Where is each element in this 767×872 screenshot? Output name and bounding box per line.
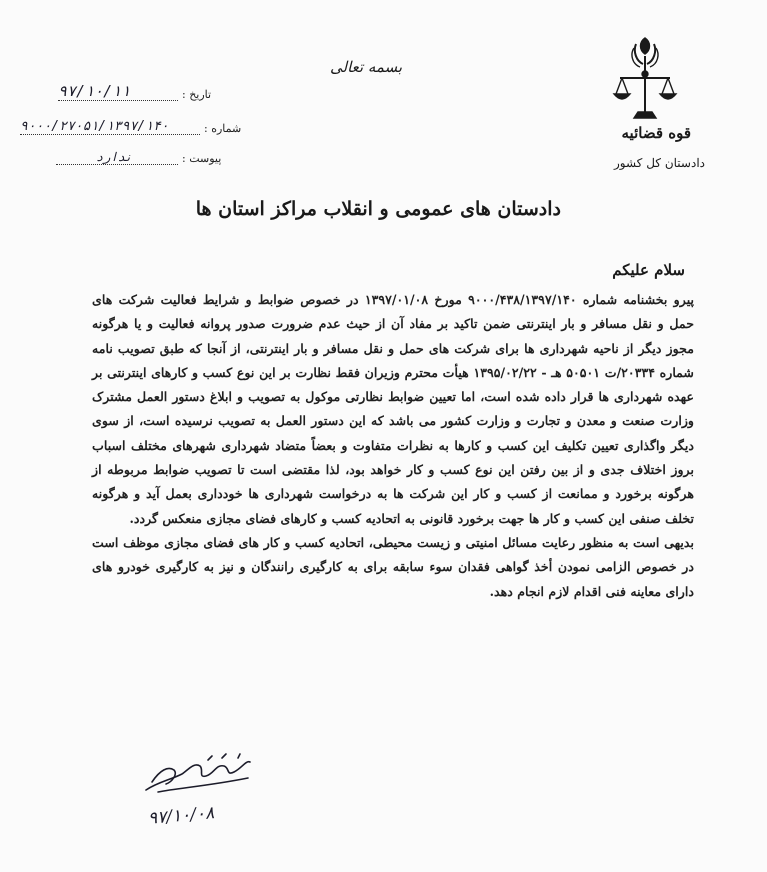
attachment-value: ندارد (96, 150, 133, 164)
number-label: شماره : (204, 122, 242, 135)
attachment-label: پیوست : (182, 152, 222, 165)
date-row (58, 82, 212, 101)
organization-name: قوه قضائیه (621, 124, 691, 142)
greeting: سلام علیکم (612, 261, 685, 279)
number-value: ۹۰۰۰/۲۷۰۵۱/۱۳۹۷/۱۴۰ (20, 119, 169, 134)
letter-body (92, 288, 694, 604)
organization-subtitle: دادستان کل کشور (613, 156, 705, 170)
date-label: تاریخ : (182, 88, 212, 101)
paragraph: پیرو بخشنامه شماره ۹۰۰۰/۴۳۸/۱۳۹۷/۱۴۰ مورخ ۱۳۹۷/۰۱/۰۸ در خصوص ضوابط و شرایط فعالیت شرکت های حمل و نقل مسافر و بار اینترنتی ضمن تاکید بر مفاد آن از حیث عدم ضرورت صدور پروانه فعالیت و یا هرگونه مجوز دیگر از ناحیه شهرداری ها برای شرکت های حمل و نقل مسافر و بار اینترنتی، از آنجا که طبق تصویب نامه شماره ۲۰۳۳۴/ت ۵۰۵۰۱ هـ - ۱۳۹۵/۰۲/۲۲ هیأت محترم وزیران فقط نظارت بر این نوع کسب و کارهای اینترنتی بر عهده شهرداری ها قرار داده شده است، اما تعیین ضوابط نظارتی موکول به تصویب و ابلاغ دستور العمل مشترک وزارت صنعت و معدن و تجارت و وزارت کشور می باشد که این دستور العمل به تصویب نرسیده است، از سوی دیگر واگذاری تعیین تکلیف این کسب و کارها به نظرات متفاوت و بعضاً متضاد شهرداری شهرهای مختلف اسباب بروز اختلاف جدی و از بین رفتن این نوع کسب و کار خواهد بود، لذا مقتضی است تا تصویب ضوابط مربوطه از هرگونه برخورد و ممانعت از کسب و کار این شرکت ها به درخواست شهرداری ها خودداری بعمل آید و هرگونه تخلف صنفی این کسب و کار ها جهت برخورد قانونی به اتحادیه کسب و کارهای فضای مجازی منعکس گردد. (92, 292, 695, 526)
date-value: ۹۷/۱۰/۱۱ (58, 82, 131, 100)
invocation-text: بسمه تعالی (330, 58, 403, 76)
number-row (20, 120, 241, 135)
attachment-row (56, 150, 221, 165)
paragraph: بدیهی است به منظور رعایت مسائل امنیتی و زیست محیطی، اتحادیه کسب و کار های فضای مجازی موظف است در خصوص الزامی نمودن أخذ گواهی فقدان سوء سابقه برای به کارگیری رانندگان و نیز به کارگیری خودرو های دارای معاینه فنی اقدام لازم انجام دهد. (92, 534, 694, 599)
judiciary-emblem-icon (612, 34, 678, 126)
addressee-heading: دادستان های عمومی و انقلاب مراکز استان ها (195, 198, 561, 220)
signature-date: ۹۷/۱۰/۰۸ (147, 803, 215, 829)
handwritten-signature (138, 752, 258, 796)
